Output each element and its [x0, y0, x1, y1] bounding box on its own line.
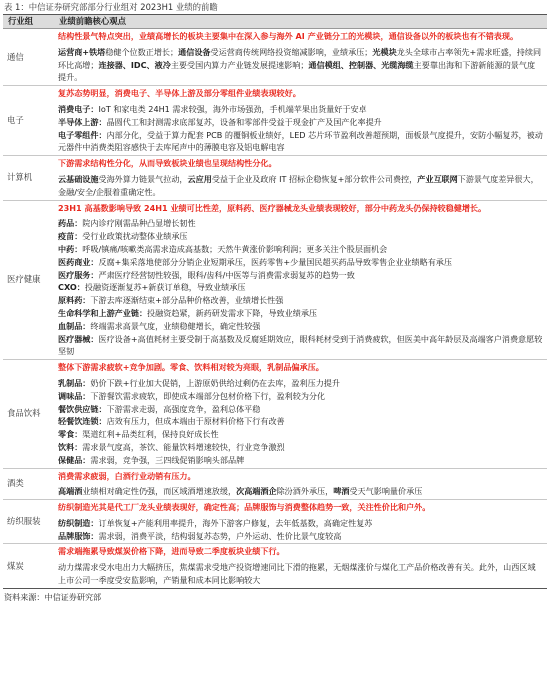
detail-keyword: 啤酒 [333, 486, 350, 497]
detail-text: 下游去库逐渐结束+部分品种价格改善，业绩增长性强 [90, 295, 284, 306]
detail-keyword: 血制品： [58, 320, 91, 331]
detail-text: 投融资逐渐复苏+新获订单稳，导致业绩承压 [84, 282, 246, 293]
table-row [3, 29, 547, 86]
detail-keyword: CXO： [58, 282, 85, 293]
header-view: 业绩前瞻核心观点 [54, 15, 547, 29]
detail-keyword: 云基础设施 [58, 173, 99, 184]
detail-text: 严肃医疗经营韧性较强，眼科/齿科/中医等与消费需求弱复苏的趋势一致 [98, 269, 355, 280]
detail-keyword: 医药商业： [58, 256, 99, 267]
detail-paragraph [58, 307, 543, 320]
view-cell [54, 156, 547, 200]
detail-paragraph [58, 46, 543, 84]
detail-text: 医疗设备+高值耗材主要受制于高基数及反腐延期效应，眼科耗材受到于消费疲软，但医美中高年龄层及高端客户消费意愿较坚韧 [58, 333, 543, 357]
view-cell [54, 468, 547, 500]
detail-keyword: 零食： [58, 429, 83, 440]
detail-text: 呼吸/镇痛/咳嗽类高需求造成高基数；天然牛黄涨价影响利润；更多关注个股层面机会 [82, 243, 388, 254]
detail-text: 下游景气度差异很大，金融/安全/企服着重确定性。 [58, 173, 539, 197]
detail-text: 店效有压力，但成本端由于原材料价格下行有改善 [106, 416, 285, 427]
detail-text: 奶价下跌+行业加大促销，上游原奶供给过剩仍在去库，盈利压力提升 [90, 377, 340, 388]
detail-text: 反腐+集采落地使部分分销企业短期承压，医药零售+少量国民超买药品导致零售企业业绩略有承压 [98, 256, 452, 267]
detail-keyword: 医疗服务： [58, 269, 99, 280]
detail-keyword: 半导体上游： [58, 116, 107, 127]
detail-keyword: 消费电子： [58, 103, 99, 114]
detail-paragraph [58, 129, 543, 155]
detail-text: 终端需求高景气度，业绩稳健增长，确定性较强 [90, 320, 261, 331]
detail-keyword: 通信模组、控制器、光缆海缆 [308, 59, 414, 70]
sector-cell: 计算机 [3, 156, 54, 200]
sector-cell: 食品饮料 [3, 360, 54, 468]
detail-keyword: 乳制品： [58, 377, 91, 388]
detail-text: 院内诊疗刚需品种凸显增长韧性 [82, 218, 196, 229]
detail-paragraph [58, 454, 543, 467]
table-row [3, 360, 547, 468]
detail-paragraph [58, 415, 543, 428]
detail-paragraph [58, 103, 543, 116]
detail-text: 需求弱，消费平淡，结构弱复苏态势，户外运动、性价比景气度较高 [98, 530, 342, 541]
detail-text: 动力煤需求受水电出力大幅挤压，焦煤需求受地产投资增速同比下滑的拖累，无烟煤涨价与煤化工产品价格改善有关。此外，山西区域上市公司一季度受安监影响，产销量和成本同比影响较大 [58, 562, 536, 586]
view-cell [54, 200, 547, 360]
sector-cell: 酒类 [3, 468, 54, 500]
view-cell [54, 500, 547, 544]
table-title: 表 1：中信证券研究部部分行业组对 2023H1 业绩的前瞻 [4, 2, 218, 12]
sector-cell: 电子 [3, 86, 54, 156]
detail-paragraph [58, 485, 543, 498]
sector-summary: 消费需求疲弱，白酒行业动销有压力。 [58, 470, 196, 481]
detail-text: 订单恢复+产能利用率提升，海外下游客户修复，去年低基数，高确定性复苏 [98, 517, 373, 528]
detail-paragraph [58, 243, 543, 256]
detail-text: 受天气影响量价承压 [349, 486, 423, 497]
sector-cell: 纺织服装 [3, 500, 54, 544]
detail-text: 需求景气度高，茶饮、能量饮料增速较快，行业竞争激烈 [82, 441, 285, 452]
detail-keyword: 药品： [58, 218, 83, 229]
detail-text: 龙头全球市占率领先+需求旺盛，持续同环比高增； [58, 46, 542, 70]
detail-paragraph [58, 333, 543, 359]
detail-keyword: 保健品： [58, 454, 91, 465]
detail-paragraph [58, 377, 543, 390]
detail-paragraph [58, 428, 543, 441]
header-sector: 行业组 [3, 15, 54, 29]
detail-text: 受益于企业及政府 IT 招标企稳恢复+部分软件公司费控， [211, 173, 418, 184]
forecast-table [3, 14, 547, 589]
detail-keyword: 云应用 [187, 173, 212, 184]
detail-keyword: 产业互联网 [417, 173, 458, 184]
detail-keyword: 光模块 [372, 46, 397, 57]
detail-text: 渠道红利+品类红利，保持良好成长性 [82, 429, 219, 440]
detail-paragraph [58, 230, 543, 243]
table-header-row [3, 15, 547, 29]
sector-cell: 煤炭 [3, 544, 54, 588]
detail-text: 主要靠出海和下游新能源的景气度提升。 [58, 59, 536, 83]
detail-text: 投融资趋紧，新药研发需求下降，导致业绩承压 [147, 307, 318, 318]
detail-paragraph [58, 530, 543, 543]
detail-text: 需求弱，竞争强，三四线促销影响头部品牌 [90, 454, 245, 465]
detail-paragraph [58, 517, 543, 530]
detail-keyword: 次高端酒企 [236, 486, 277, 497]
detail-paragraph [58, 281, 543, 294]
detail-paragraph [58, 320, 543, 333]
detail-paragraph [58, 269, 543, 282]
table-row [3, 544, 547, 588]
table-row [3, 86, 547, 156]
detail-keyword: 生命科学和上游产业链： [58, 307, 148, 318]
view-cell [54, 544, 547, 588]
table-row [3, 156, 547, 200]
detail-keyword: 中药： [58, 243, 83, 254]
view-cell [54, 29, 547, 86]
detail-paragraph [58, 116, 543, 129]
sector-cell: 通信 [3, 29, 54, 86]
detail-keyword: 高端酒 [58, 486, 83, 497]
sector-summary: 复苏态势明显，消费电子、半导体上游及部分零组件业绩表现较好。 [58, 88, 301, 99]
detail-paragraph [58, 403, 543, 416]
sector-summary: 整体下游需求疲软+竞争加剧。零食、饮料相对较为亮眼，乳制品偏承压。 [58, 362, 324, 373]
detail-text: 主要受国内算力产业链发展提速影响； [170, 59, 309, 70]
detail-text: 内部分化，受益于算力配套 PCB 的覆铜板业绩好，LED 芯片环节盈利改善超预期，面板景气度提升，安防小幅复苏，被动元器件中消费类阻容感快于去库尾声中的薄膜电容及铝电解电容 [58, 129, 543, 153]
detail-text: IoT 和家电类 24H1 需求较强，海外市场强劲，手机端苹果出货量好于安卓 [98, 103, 367, 114]
detail-paragraph [58, 294, 543, 307]
detail-keyword: 餐饮供应链： [58, 403, 107, 414]
detail-paragraph [58, 173, 543, 199]
view-cell [54, 360, 547, 468]
sector-summary: 下游需求结构性分化，从而导致板块业绩也呈现结构性分化。 [58, 158, 277, 169]
sector-summary: 需求端拖累导致煤炭价格下降，进而导致二季度板块业绩下行。 [58, 546, 285, 557]
detail-keyword: 饮料： [58, 441, 83, 452]
detail-keyword: 品牌服饰： [58, 530, 99, 541]
detail-keyword: 疫苗： [58, 231, 83, 242]
sector-summary: 23H1 高基数影响导致 24H1 业绩可比性差，原料药、医疗器械龙头业绩表现较好，部分中药龙头仍保持较稳健增长。 [58, 202, 487, 213]
table-body [3, 29, 547, 589]
source-note: 资料来源：中信证券研究部 [4, 591, 102, 602]
table-row [3, 500, 547, 544]
detail-text: 稳健个位数正增长； [105, 46, 179, 57]
detail-keyword: 运营商+铁塔 [58, 46, 106, 57]
detail-keyword: 通信设备 [178, 46, 211, 57]
detail-keyword: 轻餐饮连锁： [58, 416, 107, 427]
detail-paragraph [58, 256, 543, 269]
detail-text: 受海外算力链景气拉动， [98, 173, 188, 184]
detail-text: 晶圆代工和封测需求底部复苏，设备和零部件受益于现金扩产及国产化率提升 [106, 116, 382, 127]
table-row [3, 468, 547, 500]
detail-text: 下游需求走弱，高强度竞争，盈利总体平稳 [106, 403, 261, 414]
detail-paragraph [58, 390, 543, 403]
detail-paragraph [58, 561, 543, 587]
detail-text: 下游餐饮需求疲软，即使成本端部分包材价格下行，盈利较为分化 [90, 390, 326, 401]
detail-keyword: 电子零组件： [58, 129, 107, 140]
sector-cell: 医疗健康 [3, 200, 54, 360]
detail-paragraph [58, 441, 543, 454]
table-row [3, 200, 547, 360]
detail-keyword: 原料药： [58, 295, 91, 306]
sector-summary: 纺织制造光其是代工厂龙头业绩表现好，确定性高；品牌服饰与消费整体趋势一致，关注性价比和户外。 [58, 502, 431, 513]
detail-paragraph [58, 217, 543, 230]
sector-summary: 结构性景气特点突出，业绩高增长的板块主要集中在深入参与海外 AI 产业链分工的光模块，通信设备以外的板块也有不错表现。 [58, 31, 519, 41]
detail-text: 受行业政策扰动整体业绩承压 [82, 231, 188, 242]
detail-keyword: 纺织制造： [58, 517, 99, 528]
detail-keyword: 调味品： [58, 390, 91, 401]
view-cell [54, 86, 547, 156]
detail-text: 除汾酒外承压， [276, 486, 334, 497]
detail-keyword: 医疗器械： [58, 333, 99, 344]
detail-text: 业绩相对确定性仍强，而区域酒增速放缓， [82, 486, 237, 497]
detail-text: 受运营商传统网络投资缩减影响，业绩承压； [210, 46, 373, 57]
detail-keyword: 连接器、IDC、液冷 [98, 59, 171, 70]
